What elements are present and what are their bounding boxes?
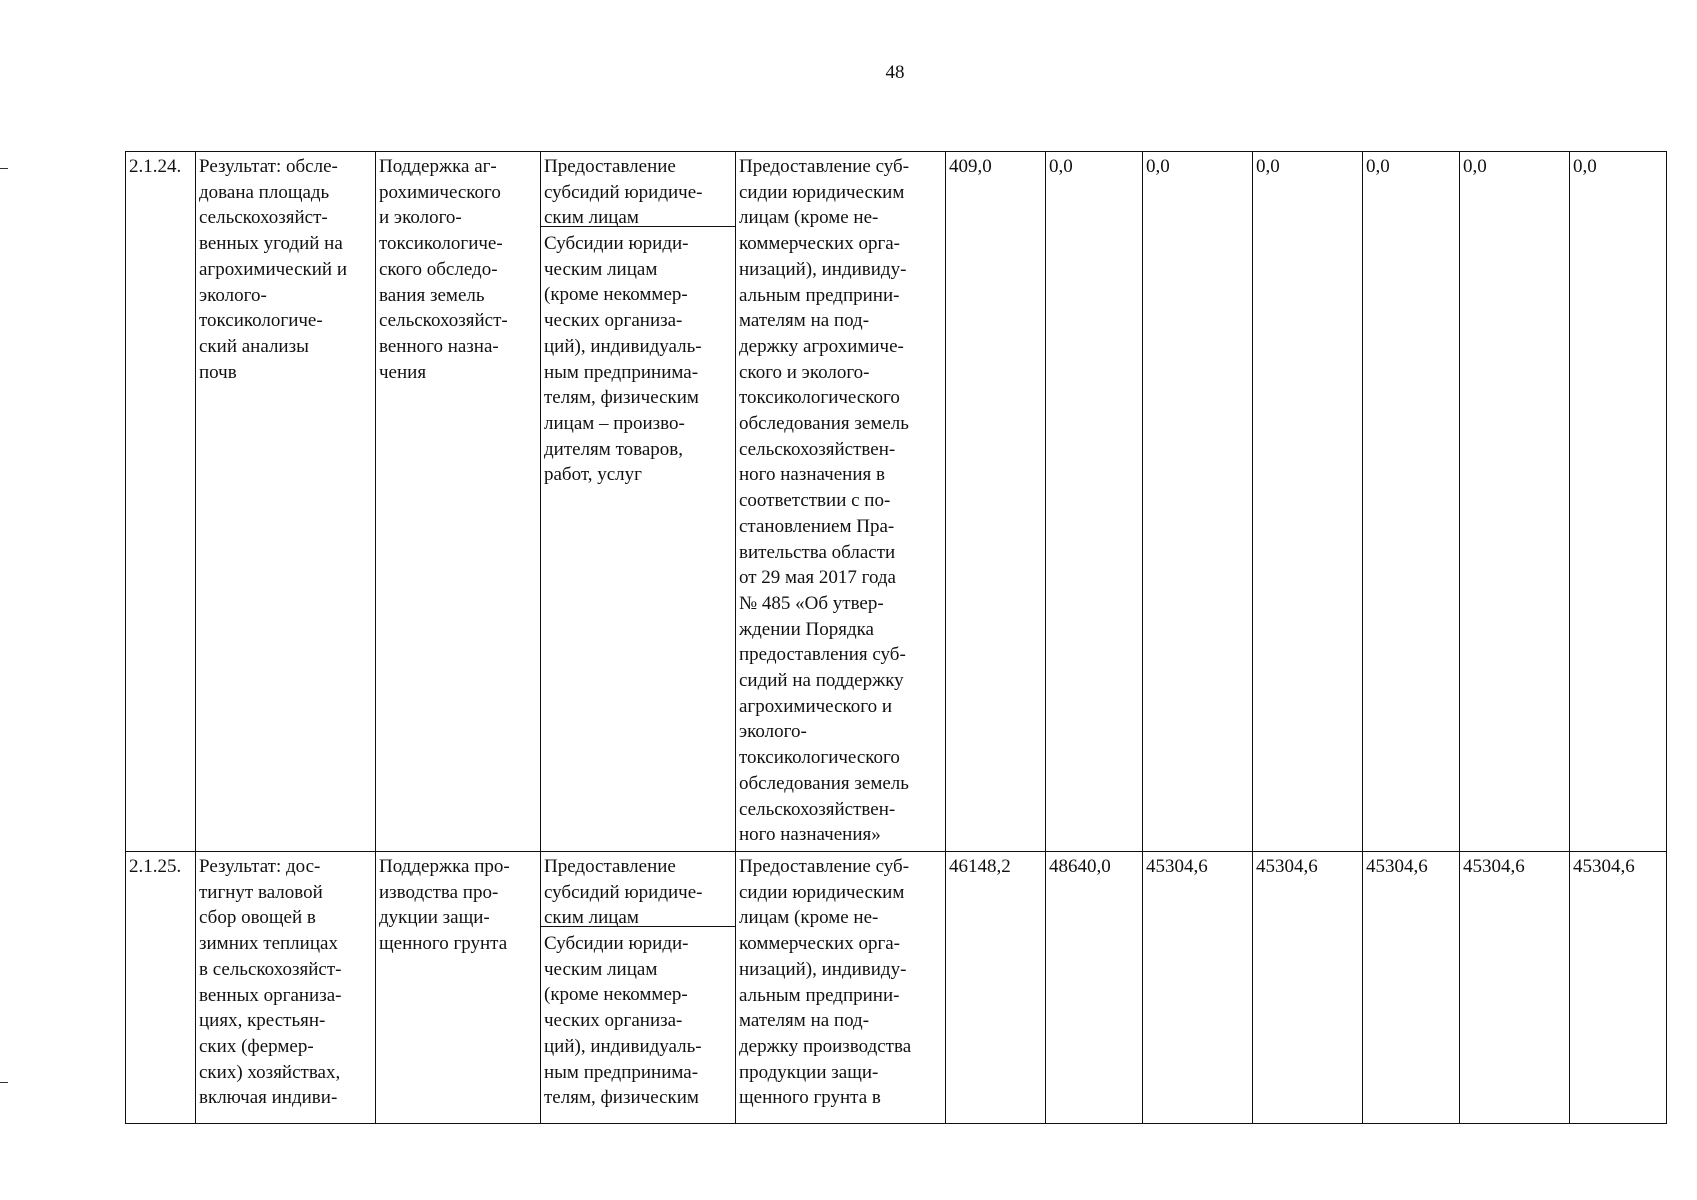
value-cell: 0,0 (1253, 152, 1363, 852)
scan-margin-mark (0, 1082, 8, 1083)
value-cell: 45304,6 (1253, 852, 1363, 1124)
value-cell: 0,0 (1143, 152, 1253, 852)
result-cell: Результат: дос- тигнут валовой сбор овощей в зимних теплицах в сельскохозяйст- венных организа- циях, крестьян- ских (фермер- ских) хозяйствах, включая индиви- (196, 852, 376, 1124)
description-cell: Предоставление суб- сидии юридическим лицам (кроме не- коммерческих орга- низаций), индивиду- альным предприни- мателям на под- держку агрохимиче- ского и эколого- токсикологического обследования земель сельскохозяйствен- ного назначения в соответствии с по- становлением Пра- вительства области от 29 мая 2017 года № 485 «Об утвер- ждении Порядка предоставления суб- сидий на поддержку агрохимического и эколого- токсикологического обследования земель сельскохозяйствен- ного назначения» (736, 152, 946, 852)
row-code: 2.1.24. (126, 152, 196, 852)
program-measures-table (125, 151, 1667, 1124)
direction-cell (541, 152, 736, 852)
description-cell: Предоставление суб- сидии юридическим лицам (кроме не- коммерческих орга- низаций), индивиду- альным предприни- мателям на под- держку производства продукции защи- щенного грунта в (736, 852, 946, 1124)
value-cell: 0,0 (1570, 152, 1667, 852)
direction-bottom: Субсидии юриди- ческим лицам (кроме некоммер- ческих организа- ций), индивидуаль- ным предпринима- телям, физическим лицам – произво- дителям товаров, работ, услуг (544, 233, 702, 486)
value-cell: 0,0 (1363, 152, 1460, 852)
value-cell: 409,0 (946, 152, 1046, 852)
direction-top: Предоставление субсидий юридиче- ским лицам (541, 152, 735, 227)
measure-cell: Поддержка про- изводства про- дукции защи- щенного грунта (376, 852, 541, 1124)
scan-margin-mark (0, 168, 8, 169)
result-cell: Результат: обсле- дована площадь сельскохозяйст- венных угодий на агрохимический и эколого- токсикологиче- ский анализы почв (196, 152, 376, 852)
measure-cell: Поддержка аг- рохимического и эколого- токсикологиче- ского обследо- вания земель сельскохозяйст- венного назна- чения (376, 152, 541, 852)
page-number: 48 (885, 62, 905, 83)
value-cell: 46148,2 (946, 852, 1046, 1124)
direction-bottom: Субсидии юриди- ческим лицам (кроме некоммер- ческих организа- ций), индивидуаль- ным предпринима- телям, физическим (544, 933, 702, 1109)
value-cell: 45304,6 (1143, 852, 1253, 1124)
value-cell: 45304,6 (1460, 852, 1570, 1124)
value-cell: 0,0 (1046, 152, 1143, 852)
direction-cell (541, 852, 736, 1124)
direction-top: Предоставление субсидий юридиче- ским лицам (541, 852, 735, 927)
value-cell: 48640,0 (1046, 852, 1143, 1124)
table-row (126, 152, 1667, 852)
value-cell: 45304,6 (1570, 852, 1667, 1124)
value-cell: 45304,6 (1363, 852, 1460, 1124)
value-cell: 0,0 (1460, 152, 1570, 852)
row-code: 2.1.25. (126, 852, 196, 1124)
table-row (126, 852, 1667, 1124)
